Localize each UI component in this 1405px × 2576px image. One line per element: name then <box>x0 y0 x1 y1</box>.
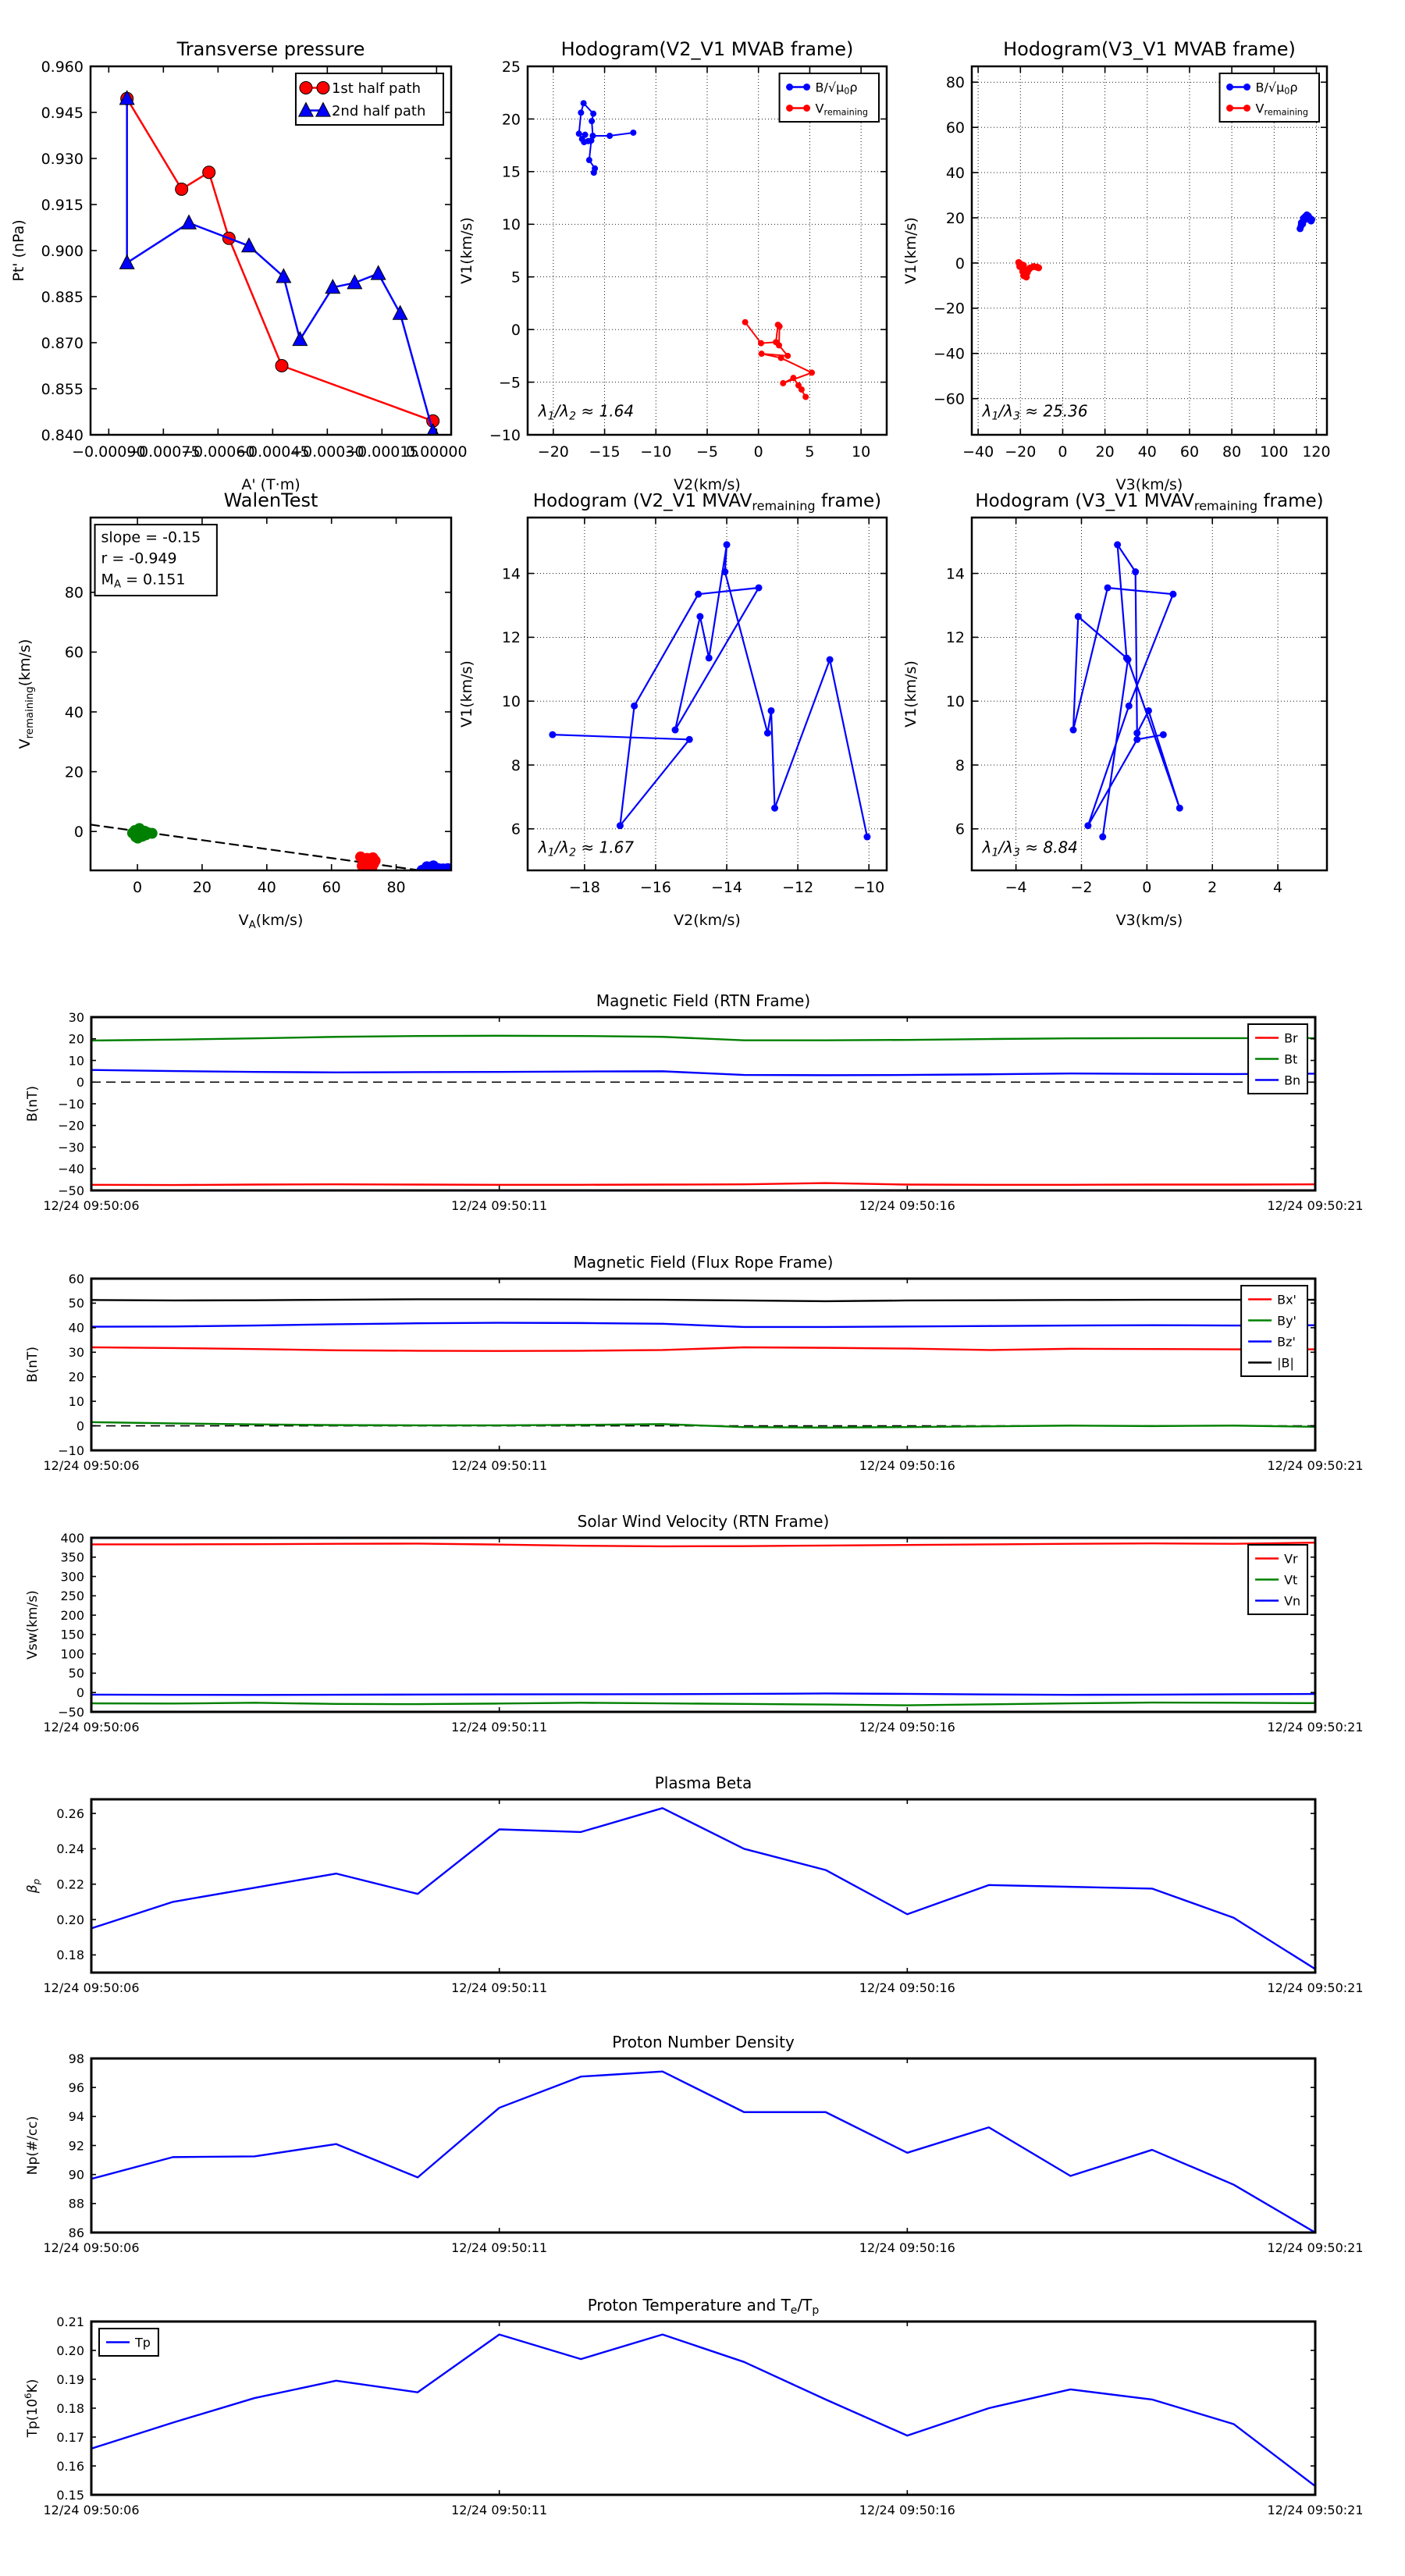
walen-test-ytick: 60 <box>64 644 84 662</box>
solar-wind-velocity-legend-label: Vn <box>1284 1593 1301 1609</box>
proton-temperature-xtick: 12/24 09:50:11 <box>451 2503 548 2517</box>
plasma-beta-ytick: 0.18 <box>56 1948 84 1963</box>
proton-number-density-ytick: 86 <box>68 2225 84 2240</box>
walen-test-infobox-line: r = -0.949 <box>101 550 177 568</box>
proton-number-density-ylabel: Np(#/cc) <box>25 2115 41 2176</box>
proton-number-density-xtick: 12/24 09:50:11 <box>451 2240 548 2255</box>
magnetic-field-rtn-legend-label: Bt <box>1284 1051 1298 1067</box>
hodogram-v3v1-mvab-xtick: −40 <box>962 443 994 461</box>
plasma-beta-title: Plasma Beta <box>654 1774 752 1792</box>
magnetic-field-flux-rope-legend-label: By' <box>1277 1313 1297 1329</box>
walen-test-ytick: 20 <box>64 763 84 781</box>
hodogram-v3v1-mvav-ytick: 10 <box>945 693 965 711</box>
transverse-pressure-ytick: 0.885 <box>41 288 84 306</box>
hodogram-v3v1-mvab-ytick: 40 <box>945 164 965 182</box>
hodogram-v3v1-mvav-ytick: 12 <box>945 629 965 647</box>
hodogram-v3v1-mvab-xtick: 120 <box>1302 443 1331 461</box>
proton-temperature-legend <box>99 2329 158 2356</box>
magnetic-field-flux-rope-ylabel: B(nT) <box>25 1346 41 1383</box>
magnetic-field-flux-rope-ytick: 20 <box>68 1369 84 1385</box>
proton-temperature-ytick: 0.21 <box>56 2314 84 2329</box>
hodogram-v3v1-mvab-ytick: 20 <box>945 209 965 227</box>
proton-temperature-ytick: 0.18 <box>56 2400 84 2416</box>
transverse-pressure-legend-label: 1st half path <box>331 80 421 97</box>
hodogram-v2v1-mvav-xtick: −16 <box>639 879 672 896</box>
hodogram-v2v1-mvav-xlabel: V2(km/s) <box>674 912 741 929</box>
transverse-pressure-xtick: −0.00030 <box>290 443 365 461</box>
magnetic-field-rtn-legend-label: Bn <box>1284 1073 1301 1088</box>
hodogram-v3v1-mvab-ytick: −20 <box>933 300 965 318</box>
solar-wind-velocity-title: Solar Wind Velocity (RTN Frame) <box>577 1512 830 1531</box>
walen-test-infobox <box>95 525 217 596</box>
hodogram-v2v1-mvab-xtick: −5 <box>695 443 719 461</box>
magnetic-field-rtn-legend <box>1248 1024 1307 1094</box>
hodogram-v2v1-mvav-ytick: 14 <box>501 565 521 583</box>
hodogram-v3v1-mvav-ytick: 6 <box>955 820 965 838</box>
hodogram-v2v1-mvav-xtick: −14 <box>710 879 743 896</box>
hodogram-v3v1-mvab-ylabel: V1(km/s) <box>902 217 919 284</box>
walen-test-ytick: 80 <box>64 584 84 602</box>
magnetic-field-flux-rope-xtick: 12/24 09:50:21 <box>1267 1458 1364 1473</box>
hodogram-v3v1-mvav-xtick: 0 <box>1142 879 1152 896</box>
walen-test-xtick: 60 <box>322 879 341 896</box>
transverse-pressure-xlabel: A' (T·m) <box>241 476 301 493</box>
hodogram-v2v1-mvab-legend-label: $B/√\mu_0\rho$ <box>815 80 858 97</box>
magnetic-field-rtn-ytick: −10 <box>58 1096 84 1112</box>
hodogram-v2v1-mvab-xtick: −20 <box>537 443 569 461</box>
hodogram-v2v1-mvab-xtick: 5 <box>805 443 815 461</box>
hodogram-v2v1-mvab-ytick: 20 <box>501 111 521 129</box>
solar-wind-velocity-ytick: 400 <box>60 1530 84 1546</box>
hodogram-v2v1-mvab-ytick: 0 <box>510 321 521 339</box>
hodogram-v2v1-mvab-xtick: −10 <box>640 443 672 461</box>
proton-number-density-ytick: 96 <box>68 2080 84 2095</box>
transverse-pressure-xtick: −0.00045 <box>236 443 310 461</box>
hodogram-v2v1-mvab-ytick: 10 <box>501 216 521 234</box>
hodogram-v3v1-mvab-legend <box>1220 73 1319 122</box>
hodogram-v2v1-mvab-xlabel: V2(km/s) <box>674 476 741 493</box>
hodogram-v3v1-mvab-ytick: 80 <box>945 74 965 92</box>
proton-temperature-xtick: 12/24 09:50:21 <box>1267 2503 1364 2517</box>
solar-wind-velocity-legend <box>1248 1545 1307 1614</box>
magnetic-field-flux-rope-xtick: 12/24 09:50:16 <box>859 1458 955 1473</box>
solar-wind-velocity-xtick: 12/24 09:50:21 <box>1267 1720 1364 1735</box>
hodogram-v2v1-mvav-ylabel: V1(km/s) <box>458 660 475 728</box>
transverse-pressure-ytick: 0.855 <box>41 380 84 398</box>
solar-wind-velocity-ytick: 300 <box>60 1569 84 1585</box>
solar-wind-velocity-ylabel: Vsw(km/s) <box>25 1590 41 1660</box>
hodogram-v2v1-mvab-ytick: −10 <box>489 426 521 444</box>
hodogram-v3v1-mvav-xtick: 4 <box>1273 879 1283 896</box>
proton-number-density-ytick: 90 <box>68 2167 84 2183</box>
magnetic-field-rtn-ytick: 0 <box>76 1075 84 1091</box>
magnetic-field-rtn-ytick: −50 <box>58 1183 84 1198</box>
hodogram-v3v1-mvab-xtick: 40 <box>1137 443 1157 461</box>
hodogram-v2v1-mvab-ytick: 25 <box>501 58 521 76</box>
solar-wind-velocity-ytick: 150 <box>60 1627 84 1642</box>
proton-temperature-ylabel: $Tp(10^6K)$ <box>22 2379 41 2438</box>
transverse-pressure-ytick: 0.960 <box>41 58 84 76</box>
solar-wind-velocity-ytick: 0 <box>76 1685 84 1700</box>
magnetic-field-rtn-ylabel: B(nT) <box>25 1085 41 1123</box>
solar-wind-velocity-xtick: 12/24 09:50:11 <box>451 1720 548 1735</box>
proton-number-density-xtick: 12/24 09:50:21 <box>1267 2240 1364 2255</box>
hodogram-v2v1-mvav-xtick: −18 <box>568 879 600 896</box>
hodogram-v3v1-mvav-xtick: −2 <box>1070 879 1093 896</box>
magnetic-field-rtn-ytick: −40 <box>58 1162 84 1177</box>
hodogram-v3v1-mvab-legend-label: $B/√\mu_0\rho$ <box>1255 80 1298 97</box>
hodogram-v3v1-mvav-annotation-0: $\lambda_1/\lambda_3 \approx 8.84$ <box>982 838 1078 859</box>
solar-wind-velocity-legend-label: Vr <box>1284 1551 1298 1567</box>
hodogram-v3v1-mvab-xtick: 0 <box>1058 443 1068 461</box>
transverse-pressure-ytick: 0.870 <box>41 334 84 352</box>
magnetic-field-flux-rope-title: Magnetic Field (Flux Rope Frame) <box>573 1253 834 1272</box>
hodogram-v2v1-mvab-ytick: 15 <box>501 163 521 181</box>
hodogram-v3v1-mvab-ytick: 60 <box>945 119 965 137</box>
plasma-beta-ytick: 0.24 <box>56 1841 84 1857</box>
walen-test-title: WalenTest <box>223 489 318 511</box>
hodogram-v2v1-mvav-annotation-0: $\lambda_1/\lambda_2 \approx 1.67$ <box>538 838 635 859</box>
hodogram-v2v1-mvab-ytick: −5 <box>498 374 521 392</box>
hodogram-v3v1-mvab-xtick: 80 <box>1222 443 1242 461</box>
proton-temperature-legend-label: Tp <box>135 2335 151 2350</box>
magnetic-field-flux-rope-ytick: 10 <box>68 1393 84 1409</box>
magnetic-field-flux-rope-xtick: 12/24 09:50:11 <box>451 1458 548 1473</box>
walen-test-infobox-line: slope = -0.15 <box>101 528 201 546</box>
solar-wind-velocity-ytick: 100 <box>60 1646 84 1662</box>
proton-temperature-ytick: 0.15 <box>56 2487 84 2503</box>
plasma-beta-xtick: 12/24 09:50:11 <box>451 1980 548 1995</box>
magnetic-field-rtn-xtick: 12/24 09:50:16 <box>859 1198 955 1213</box>
plasma-beta-xtick: 12/24 09:50:06 <box>43 1980 140 1995</box>
hodogram-v2v1-mvab-legend-label: $V_{remaining}$ <box>815 101 869 118</box>
hodogram-v2v1-mvav-title: Hodogram (V2_V1 $MVAV_{remaining}$ frame) <box>532 491 882 514</box>
hodogram-v3v1-mvab-legend-label: $V_{remaining}$ <box>1255 101 1309 118</box>
proton-temperature-ytick: 0.20 <box>56 2343 84 2358</box>
plasma-beta-xtick: 12/24 09:50:16 <box>859 1980 955 1995</box>
magnetic-field-rtn-ytick: 10 <box>68 1053 84 1069</box>
proton-temperature-title: Proton Temperature and $T_e/T_p$ <box>587 2296 820 2317</box>
hodogram-v3v1-mvab-ytick: −60 <box>933 390 965 408</box>
plasma-beta-ylabel: $\beta_p$ <box>25 1878 42 1894</box>
proton-number-density-xtick: 12/24 09:50:06 <box>43 2240 140 2255</box>
plasma-beta-xtick: 12/24 09:50:21 <box>1267 1980 1364 1995</box>
hodogram-v2v1-mvab-xtick: 10 <box>852 443 871 461</box>
transverse-pressure-legend <box>296 73 443 125</box>
proton-temperature-xtick: 12/24 09:50:16 <box>859 2503 955 2517</box>
hodogram-v3v1-mvab-xtick: 20 <box>1095 443 1115 461</box>
magnetic-field-rtn-ytick: −20 <box>58 1118 84 1133</box>
hodogram-v2v1-mvav-ytick: 8 <box>510 756 521 774</box>
proton-temperature-ytick: 0.16 <box>56 2458 84 2474</box>
hodogram-v3v1-mvav-xtick: 2 <box>1208 879 1218 896</box>
magnetic-field-rtn-title: Magnetic Field (RTN Frame) <box>596 991 811 1010</box>
magnetic-field-rtn-xtick: 12/24 09:50:21 <box>1267 1198 1364 1213</box>
walen-test-xtick: 40 <box>257 879 276 896</box>
walen-test-ytick: 40 <box>64 703 84 721</box>
transverse-pressure-title: Transverse pressure <box>176 38 365 60</box>
hodogram-v3v1-mvav-ylabel: V1(km/s) <box>902 660 919 728</box>
magnetic-field-flux-rope-legend-label: Bz' <box>1277 1334 1296 1350</box>
hodogram-v2v1-mvav-xtick: −10 <box>853 879 885 896</box>
walen-test-xtick: 0 <box>133 879 143 896</box>
transverse-pressure-ytick: 0.930 <box>41 150 84 168</box>
hodogram-v3v1-mvab-xlabel: V3(km/s) <box>1115 476 1183 493</box>
walen-test-xlabel: $V_A(km/s)$ <box>238 912 304 931</box>
transverse-pressure-ytick: 0.915 <box>41 196 84 214</box>
transverse-pressure-xtick: −0.00015 <box>345 443 419 461</box>
hodogram-v3v1-mvab-ytick: −40 <box>933 345 965 363</box>
walen-test-ytick: 0 <box>73 824 84 841</box>
walen-test-xtick: 80 <box>386 879 406 896</box>
proton-temperature-xtick: 12/24 09:50:06 <box>43 2503 140 2517</box>
magnetic-field-rtn-ytick: 30 <box>68 1009 84 1025</box>
hodogram-v2v1-mvab-legend <box>780 73 879 122</box>
magnetic-field-flux-rope-legend-label: Bx' <box>1277 1292 1297 1308</box>
hodogram-v3v1-mvab-title: Hodogram(V3_V1 MVAB frame) <box>1003 38 1296 60</box>
transverse-pressure-xtick: −0.00060 <box>181 443 255 461</box>
magnetic-field-flux-rope-legend <box>1241 1286 1307 1376</box>
magnetic-field-flux-rope-xtick: 12/24 09:50:06 <box>43 1458 140 1473</box>
magnetic-field-flux-rope-ytick: 60 <box>68 1271 84 1286</box>
proton-temperature-ytick: 0.17 <box>56 2429 84 2445</box>
hodogram-v3v1-mvab-ytick: 0 <box>955 254 965 272</box>
transverse-pressure-ytick: 0.840 <box>41 426 84 444</box>
hodogram-v2v1-mvab-xtick: 0 <box>753 443 763 461</box>
magnetic-field-flux-rope-ytick: 0 <box>76 1418 84 1434</box>
walen-test-xtick: 20 <box>192 879 212 896</box>
hodogram-v3v1-mvav-xtick: −4 <box>1005 879 1027 896</box>
hodogram-v3v1-mvab-xtick: −20 <box>1005 443 1037 461</box>
hodogram-v3v1-mvab-annotation-0: $\lambda_1/\lambda_3 \approx 25.36$ <box>982 401 1088 423</box>
transverse-pressure-ytick: 0.900 <box>41 242 84 260</box>
proton-number-density-ytick: 98 <box>68 2051 84 2066</box>
magnetic-field-rtn-xtick: 12/24 09:50:06 <box>43 1198 140 1213</box>
solar-wind-velocity-ytick: 250 <box>60 1589 84 1604</box>
proton-number-density-title: Proton Number Density <box>612 2033 795 2051</box>
plasma-beta-ytick: 0.26 <box>56 1806 84 1821</box>
solar-wind-velocity-ytick: 350 <box>60 1550 84 1565</box>
magnetic-field-rtn-xtick: 12/24 09:50:11 <box>451 1198 548 1213</box>
hodogram-v2v1-mvav-ytick: 6 <box>510 820 521 838</box>
hodogram-v2v1-mvab-ytick: 5 <box>510 269 521 286</box>
proton-number-density-xtick: 12/24 09:50:16 <box>859 2240 955 2255</box>
hodogram-v3v1-mvav-xlabel: V3(km/s) <box>1115 912 1183 929</box>
magnetic-field-flux-rope-ytick: 40 <box>68 1320 84 1336</box>
transverse-pressure-ylabel: Pt' (nPa) <box>10 219 27 282</box>
solar-wind-velocity-xtick: 12/24 09:50:06 <box>43 1720 140 1735</box>
magnetic-field-flux-rope-legend-label: |B| <box>1277 1355 1294 1371</box>
transverse-pressure-ytick: 0.945 <box>41 104 84 122</box>
magnetic-field-flux-rope-ytick: −10 <box>58 1443 84 1458</box>
solar-wind-velocity-ytick: 200 <box>60 1607 84 1623</box>
hodogram-v2v1-mvab-annotation-0: $\lambda_1/\lambda_2 \approx 1.64$ <box>538 401 635 423</box>
hodogram-v3v1-mvav-ytick: 8 <box>955 756 965 774</box>
hodogram-v3v1-mvav-title: Hodogram (V3_V1 $MVAV_{remaining}$ frame) <box>975 491 1324 514</box>
plasma-beta-ytick: 0.20 <box>56 1912 84 1927</box>
magnetic-field-flux-rope-ytick: 30 <box>68 1345 84 1361</box>
proton-number-density-ytick: 92 <box>68 2138 84 2154</box>
hodogram-v2v1-mvav-ytick: 10 <box>501 693 521 711</box>
transverse-pressure-xtick: −0.00075 <box>126 443 201 461</box>
magnetic-field-flux-rope-ytick: 50 <box>68 1296 84 1311</box>
hodogram-v2v1-mvab-ylabel: V1(km/s) <box>458 217 475 284</box>
solar-wind-velocity-xtick: 12/24 09:50:16 <box>859 1720 955 1735</box>
hodogram-v3v1-mvab-xtick: 100 <box>1260 443 1289 461</box>
magnetic-field-rtn-ytick: 20 <box>68 1031 84 1047</box>
walen-test-ylabel: $V_{remaining}(km/s)$ <box>16 639 36 749</box>
hodogram-v3v1-mvab-xtick: 60 <box>1179 443 1200 461</box>
proton-number-density-ytick: 94 <box>68 2109 84 2125</box>
solar-wind-velocity-ytick: −50 <box>58 1704 84 1720</box>
hodogram-v2v1-mvab-title: Hodogram(V2_V1 MVAB frame) <box>560 38 854 60</box>
solar-wind-velocity-ytick: 50 <box>68 1666 84 1681</box>
transverse-pressure-xtick: 0.00000 <box>406 443 468 461</box>
hodogram-v2v1-mvab-xtick: −15 <box>589 443 621 461</box>
hodogram-v2v1-mvav-ytick: 12 <box>501 629 521 647</box>
transverse-pressure-legend-label: 2nd half path <box>331 102 426 119</box>
solar-wind-velocity-legend-label: Vt <box>1284 1572 1298 1588</box>
transverse-pressure-xtick: −0.00090 <box>72 443 146 461</box>
plasma-beta-ytick: 0.22 <box>56 1877 84 1892</box>
hodogram-v2v1-mvav-xtick: −12 <box>782 879 814 896</box>
walen-test-infobox-line: $M_A = 0.151$ <box>101 571 186 591</box>
hodogram-v3v1-mvav-ytick: 14 <box>945 565 965 583</box>
proton-number-density-ytick: 88 <box>68 2196 84 2211</box>
proton-temperature-ytick: 0.19 <box>56 2371 84 2387</box>
magnetic-field-rtn-legend-label: Br <box>1284 1030 1298 1046</box>
magnetic-field-rtn-ytick: −30 <box>58 1140 84 1155</box>
